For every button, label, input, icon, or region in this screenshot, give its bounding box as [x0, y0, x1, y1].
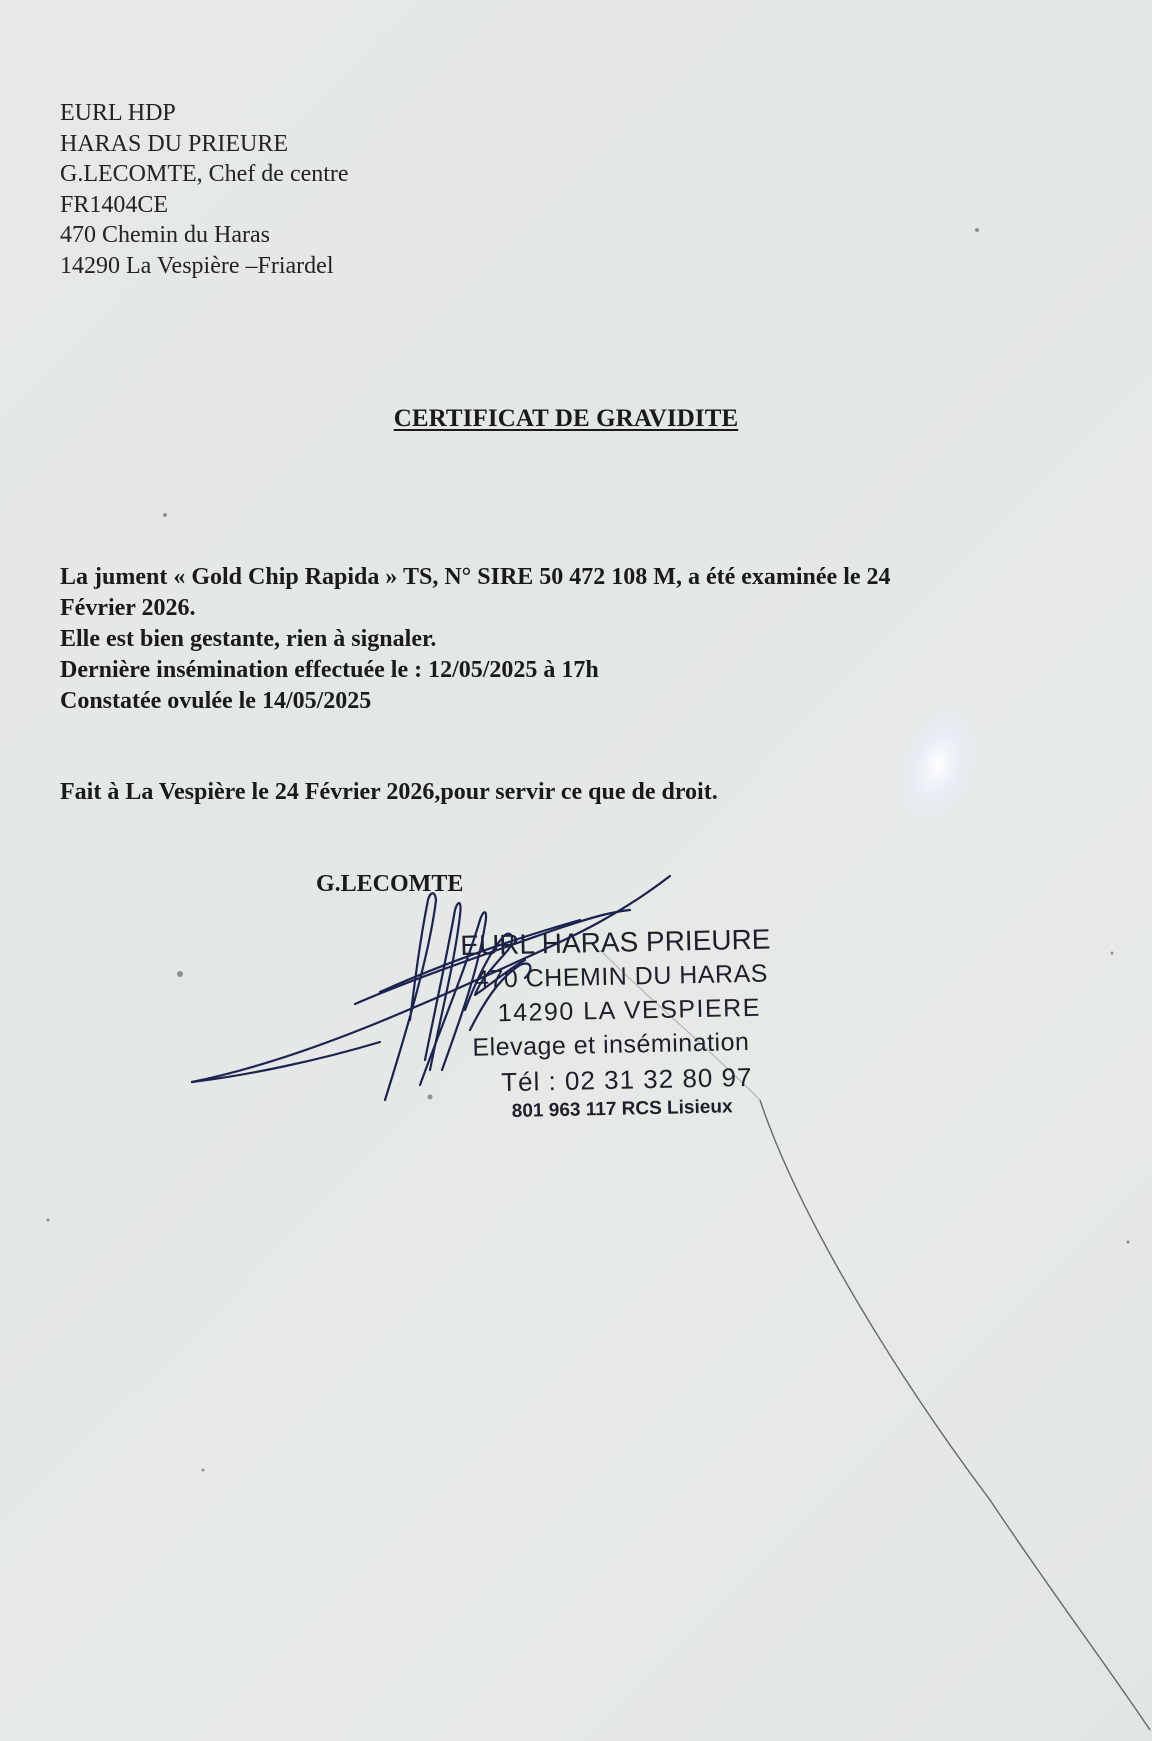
company-stamp: [460, 922, 840, 1122]
stamp-city: 14290 LA VESPIERE: [497, 993, 762, 1028]
sender-contact: G.LECOMTE, Chef de centre: [60, 161, 349, 187]
done-at-statement: Fait à La Vespière le 24 Février 2026,pour servir ce que de droit.: [60, 779, 718, 805]
certificate-body: [60, 562, 1000, 717]
sender-code: FR1404CE: [60, 191, 169, 218]
sender-address-block: [60, 98, 349, 281]
stamp-phone: Tél : 02 31 32 80 97: [500, 1061, 753, 1098]
document-title: CERTIFICAT DE GRAVIDITE: [393, 405, 739, 432]
body-line-status: Elle est bien gestante, rien à signaler.: [60, 626, 437, 652]
signer-name: G.LECOMTE: [316, 871, 464, 897]
sender-city: 14290 La Vespière –Friardel: [60, 252, 334, 279]
stamp-company: EURL HARAS PRIEURE: [460, 923, 771, 961]
body-line-ovulation: Constatée ovulée le 14/05/2025: [60, 688, 372, 714]
sender-company: EURL HDP: [60, 100, 176, 126]
stamp-street: 470 CHEMIN DU HARAS: [474, 959, 769, 994]
body-line-date: Février 2026.: [60, 595, 196, 621]
sender-street: 470 Chemin du Haras: [60, 222, 270, 248]
stamp-activity: Elevage et insémination: [472, 1027, 750, 1062]
stamp-registration: 801 963 117 RCS Lisieux: [511, 1096, 733, 1122]
body-line-examination: La jument « Gold Chip Rapida » TS, N° SIRE 50 472 108 M, a été examinée le 24: [60, 564, 891, 590]
sender-haras: HARAS DU PRIEURE: [60, 130, 289, 157]
body-line-insemination: Dernière insémination effectuée le : 12/05/2025 à 17h: [60, 657, 599, 683]
